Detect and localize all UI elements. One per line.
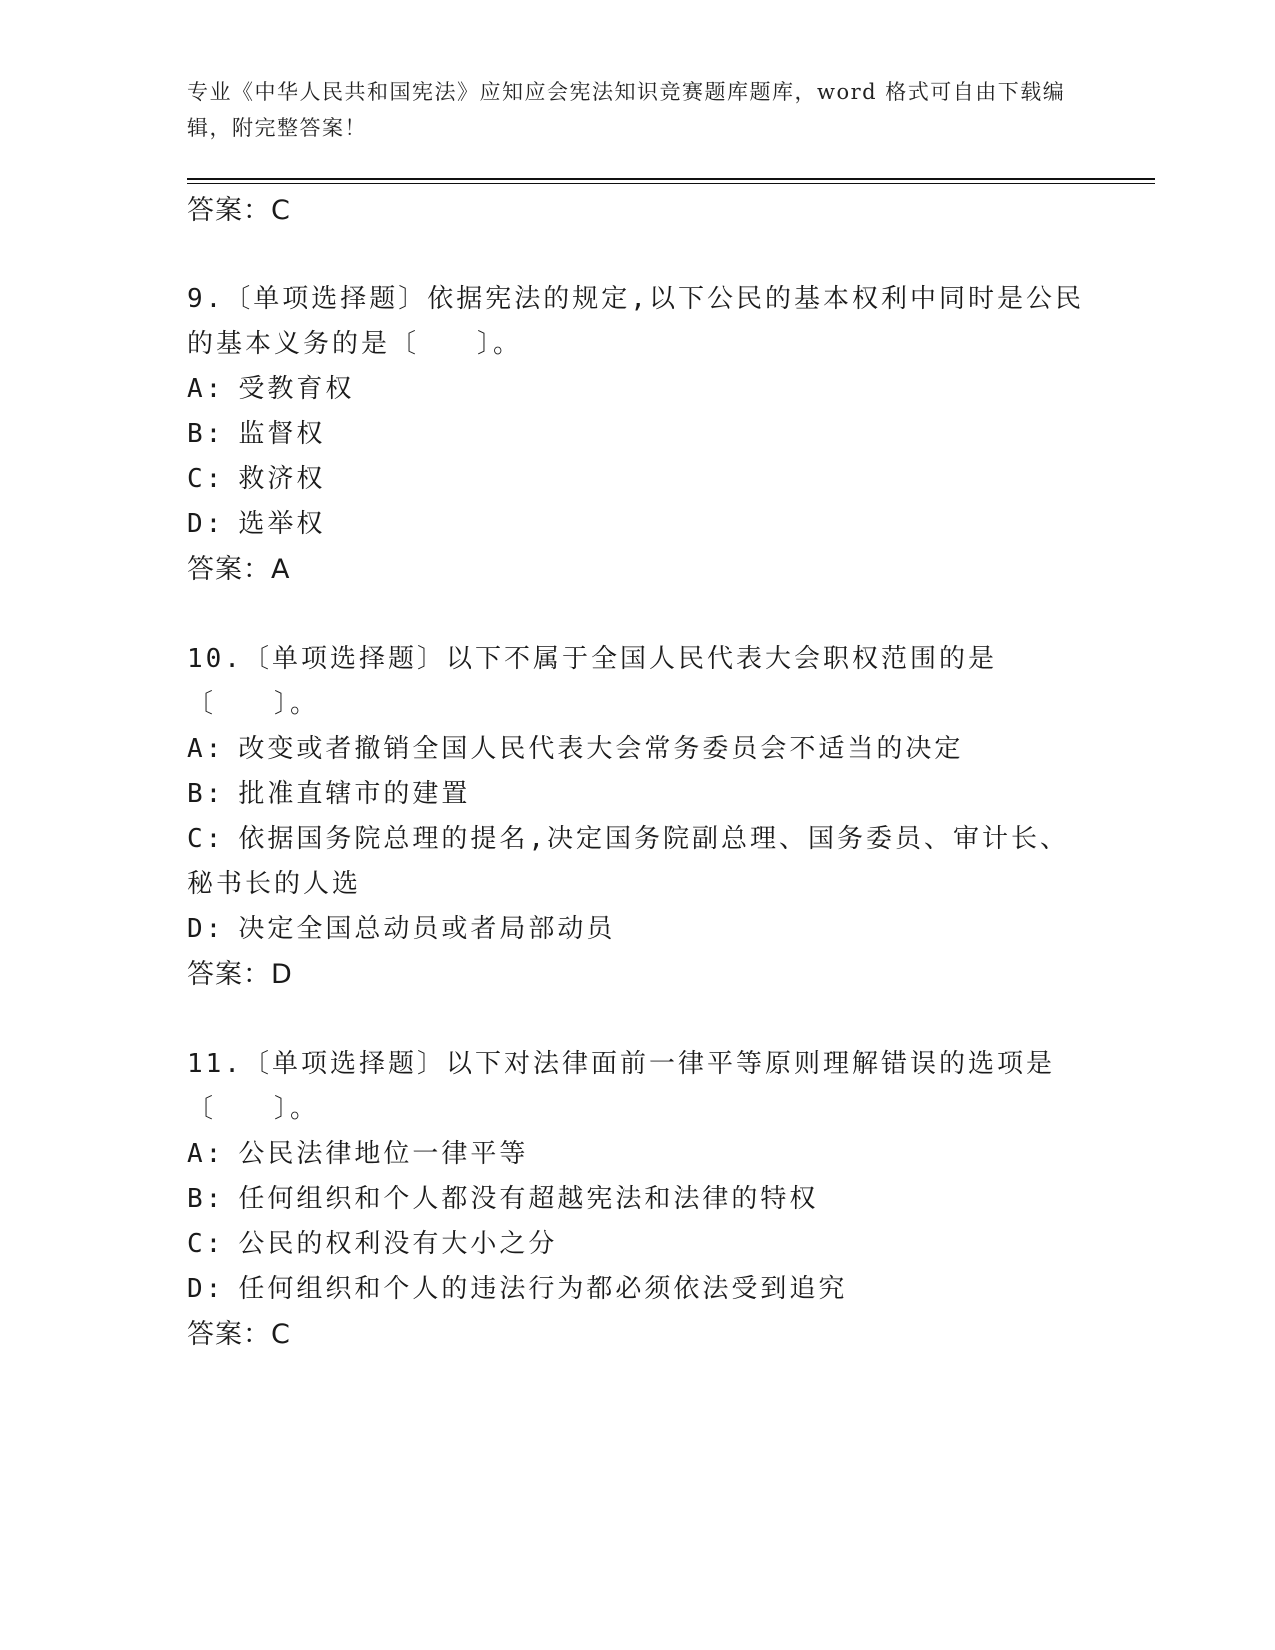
option-label: B: — [187, 419, 225, 449]
answer-value: D — [271, 959, 293, 990]
option-label: B: — [187, 1184, 225, 1214]
option-label: B: — [187, 779, 225, 809]
option-label: A: — [187, 734, 225, 764]
option-text: 任何组织和个人都没有超越宪法和法律的特权 — [238, 1184, 819, 1214]
option-text: 任何组织和个人的违法行为都必须依法受到追究 — [238, 1274, 848, 1304]
answer-label: 答案： — [187, 554, 271, 585]
question-10 — [187, 637, 1087, 998]
question-stem: 10.〔单项选择题〕以下不属于全国人民代表大会职权范围的是〔 〕。 — [187, 644, 997, 719]
answer-value: A — [271, 554, 291, 585]
option-text: 批准直辖市的建置 — [238, 779, 471, 809]
option-label: D: — [187, 1274, 225, 1304]
option-text: 公民的权利没有大小之分 — [238, 1229, 558, 1259]
option-a — [187, 727, 1087, 772]
option-d — [187, 907, 1087, 952]
question-stem: 9.〔单项选择题〕依据宪法的规定,以下公民的基本权利中同时是公民的基本义务的是〔 〕。 — [187, 284, 1084, 359]
option-text: 选举权 — [238, 509, 326, 539]
option-label: A: — [187, 1139, 225, 1169]
option-b — [187, 412, 1087, 457]
option-label: D: — [187, 509, 225, 539]
header-rule-thick — [187, 178, 1155, 180]
answer-label: 答案： — [187, 959, 271, 990]
option-c — [187, 457, 1087, 502]
answer-label: 答案： — [187, 195, 271, 226]
answer — [187, 952, 1087, 998]
answer — [187, 547, 1087, 593]
question-9 — [187, 277, 1087, 593]
option-text: 改变或者撤销全国人民代表大会常务委员会不适当的决定 — [238, 734, 964, 764]
option-text: 监督权 — [238, 419, 326, 449]
option-label: C: — [187, 464, 225, 494]
option-c — [187, 1222, 1087, 1267]
option-c — [187, 817, 1087, 907]
previous-answer — [187, 189, 1087, 233]
option-d — [187, 1267, 1087, 1312]
option-a — [187, 367, 1087, 412]
option-b — [187, 1177, 1087, 1222]
page-header-text: 专业《中华人民共和国宪法》应知应会宪法知识竞赛题库题库，word 格式可自由下载编辑，附完整答案！ — [187, 80, 1066, 140]
option-label: D: — [187, 914, 225, 944]
question-stem: 11.〔单项选择题〕以下对法律面前一律平等原则理解错误的选项是〔 〕。 — [187, 1049, 1055, 1124]
option-text: 依据国务院总理的提名,决定国务院副总理、国务委员、审计长、秘书长的人选 — [187, 824, 1069, 899]
answer-value: C — [271, 195, 291, 226]
option-label: C: — [187, 1229, 225, 1259]
document-content — [187, 185, 1087, 1358]
option-text: 受教育权 — [238, 374, 355, 404]
answer-label: 答案： — [187, 1319, 271, 1350]
option-a — [187, 1132, 1087, 1177]
answer-value: C — [271, 1319, 291, 1350]
header-rule-thin — [187, 183, 1155, 184]
option-text: 救济权 — [238, 464, 326, 494]
answer — [187, 1312, 1087, 1358]
option-label: A: — [187, 374, 225, 404]
option-text: 公民法律地位一律平等 — [238, 1139, 529, 1169]
option-text: 决定全国总动员或者局部动员 — [238, 914, 616, 944]
option-d — [187, 502, 1087, 547]
option-label: C: — [187, 824, 225, 854]
option-b — [187, 772, 1087, 817]
question-11 — [187, 1042, 1087, 1358]
